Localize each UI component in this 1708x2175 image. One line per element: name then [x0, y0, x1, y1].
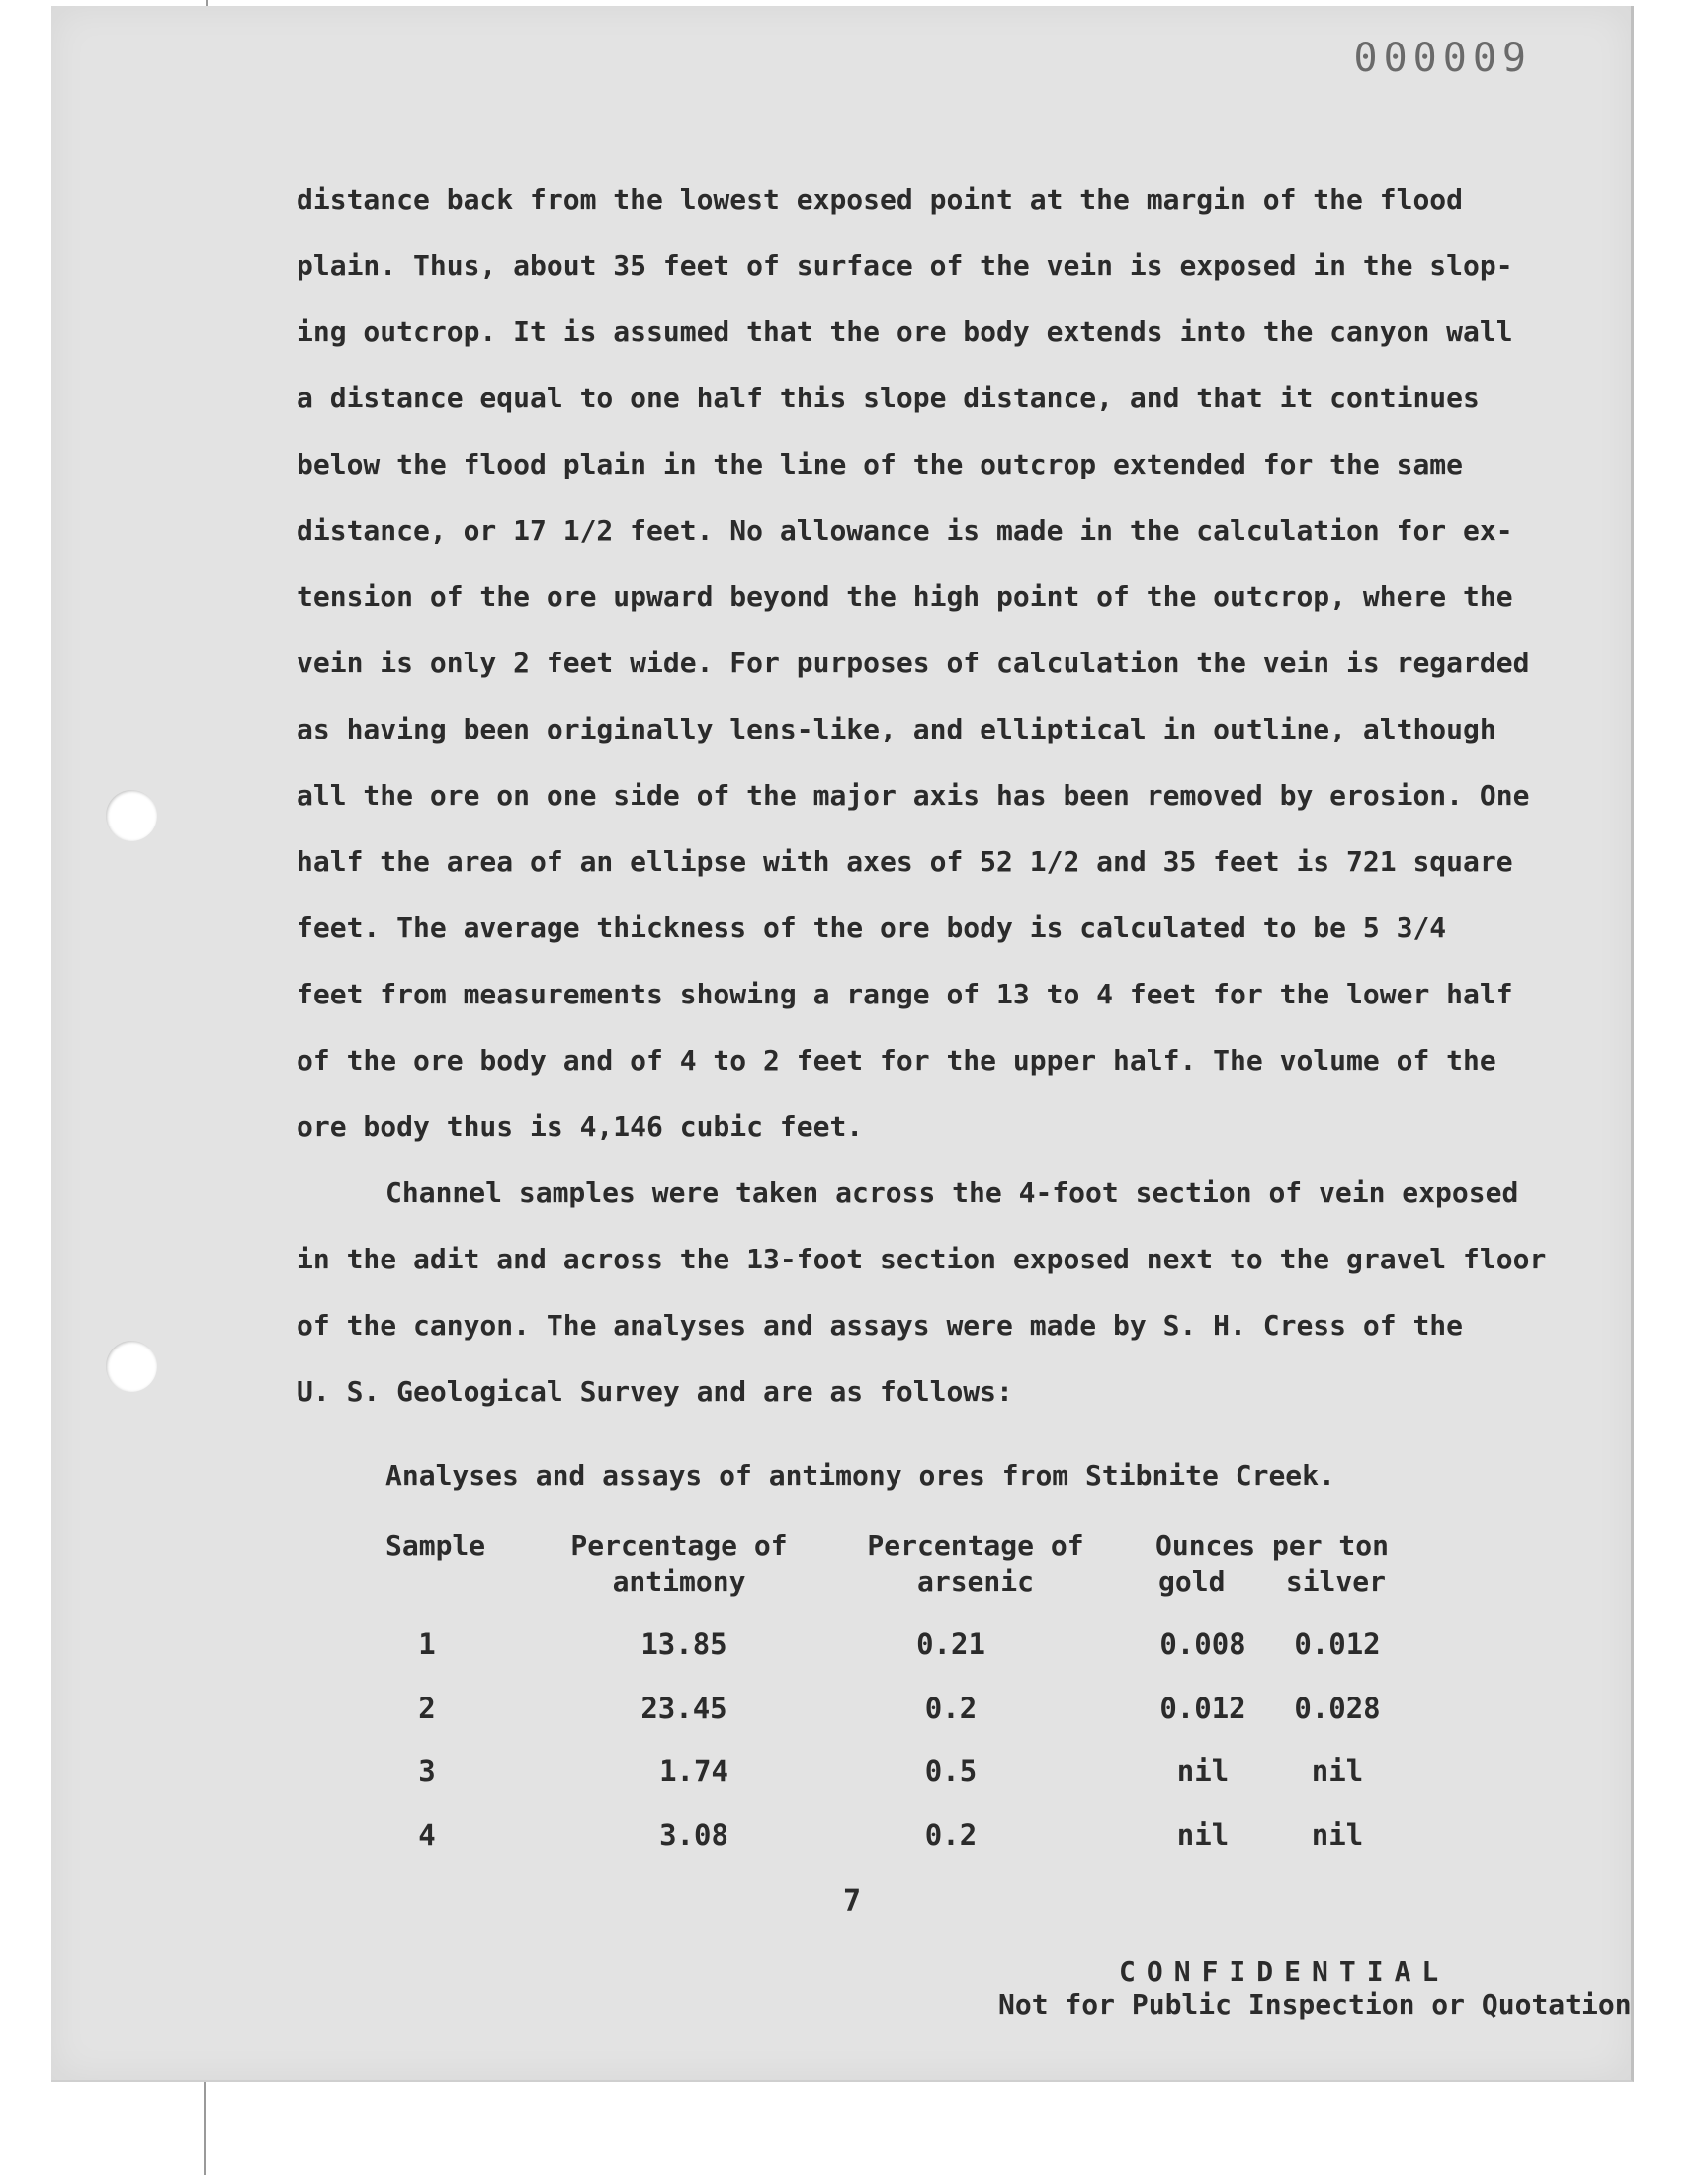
table-row-2-antimony: 23.45	[640, 1692, 727, 1725]
table-caption: Analyses and assays of antimony ores from Stibnite Creek.	[385, 1459, 1335, 1492]
punch-hole-lower	[106, 1341, 157, 1392]
text-line: of the ore body and of 4 to 2 feet for the upper half. The volume of the	[297, 1044, 1496, 1077]
text-line: below the flood plain in the line of the outcrop extended for the same	[297, 448, 1464, 480]
body-text	[297, 166, 1601, 1425]
table-row-4-gold: nil	[1176, 1818, 1230, 1852]
table-row-4-arsenic: 0.2	[924, 1818, 978, 1852]
table-row-1-arsenic: 0.21	[916, 1627, 985, 1661]
punch-hole-upper	[106, 790, 157, 841]
page-number: 7	[842, 1884, 862, 1919]
header-arsenic: Percentage of arsenic	[867, 1529, 1084, 1598]
document-page	[51, 6, 1634, 2082]
table-row-3-silver: nil	[1311, 1754, 1364, 1787]
text-line: all the ore on one side of the major axis has been removed by erosion. One	[297, 779, 1530, 812]
text-line: in the adit and across the 13-foot section exposed next to the gravel floor	[297, 1243, 1547, 1275]
table-row-2-gold: 0.012	[1159, 1692, 1246, 1725]
table-row-1-antimony: 13.85	[640, 1627, 727, 1661]
text-line: plain. Thus, about 35 feet of surface of the vein is exposed in the slop-	[297, 249, 1513, 282]
table-row-3-sample: 3	[418, 1754, 436, 1787]
document-number: 000009	[1353, 36, 1532, 81]
table-row-1-gold: 0.008	[1159, 1627, 1246, 1661]
text-line: of the canyon. The analyses and assays were made by S. H. Cress of the	[297, 1309, 1464, 1342]
scan-edge-bottom	[204, 2080, 206, 2175]
text-line: ing outcrop. It is assumed that the ore body extends into the canyon wall	[297, 315, 1513, 348]
table-row-3-antimony: 1.74	[659, 1754, 728, 1787]
table-row-2-silver: 0.028	[1294, 1692, 1381, 1725]
header-antimony: Percentage of antimony	[570, 1529, 788, 1598]
text-line: Channel samples were taken across the 4-foot section of vein exposed	[385, 1176, 1519, 1209]
text-line: vein is only 2 feet wide. For purposes of calculation the vein is regarded	[297, 647, 1530, 679]
table-row-3-gold: nil	[1176, 1754, 1230, 1787]
text-line: feet from measurements showing a range of 13 to 4 feet for the lower half	[297, 978, 1513, 1010]
table-row-1-silver: 0.012	[1294, 1627, 1381, 1661]
text-line: as having been originally lens-like, and elliptical in outline, although	[297, 713, 1496, 745]
header-ounces-per-ton: Ounces per ton gold silver	[1154, 1529, 1389, 1598]
text-line: half the area of an ellipse with axes of 52 1/2 and 35 feet is 721 square	[297, 845, 1513, 878]
table-row-3-arsenic: 0.5	[924, 1754, 978, 1787]
table-row-1-sample: 1	[418, 1627, 436, 1661]
table-row-4-silver: nil	[1311, 1818, 1364, 1852]
table-row-2-arsenic: 0.2	[924, 1692, 978, 1725]
text-line: distance, or 17 1/2 feet. No allowance is made in the calculation for ex-	[297, 514, 1513, 547]
header-silver: silver	[1285, 1565, 1386, 1598]
text-line: U. S. Geological Survey and are as follows:	[297, 1375, 1013, 1408]
text-line: ore body thus is 4,146 cubic feet.	[297, 1110, 864, 1143]
text-line: feet. The average thickness of the ore body is calculated to be 5 3/4	[297, 912, 1447, 944]
header-sample: Sample	[385, 1529, 486, 1562]
restriction-notice: Not for Public Inspection or Quotation	[998, 1988, 1632, 2021]
header-gold: gold	[1158, 1565, 1226, 1598]
text-line: tension of the ore upward beyond the high point of the outcrop, where the	[297, 580, 1513, 613]
text-line: a distance equal to one half this slope distance, and that it continues	[297, 382, 1480, 414]
table-row-2-sample: 2	[418, 1692, 436, 1725]
table-row-4-antimony: 3.08	[659, 1818, 728, 1852]
text-line: distance back from the lowest exposed point at the margin of the flood	[297, 183, 1464, 216]
table-row-4-sample: 4	[418, 1818, 436, 1852]
confidential-stamp: CONFIDENTIAL	[1119, 1956, 1450, 1988]
